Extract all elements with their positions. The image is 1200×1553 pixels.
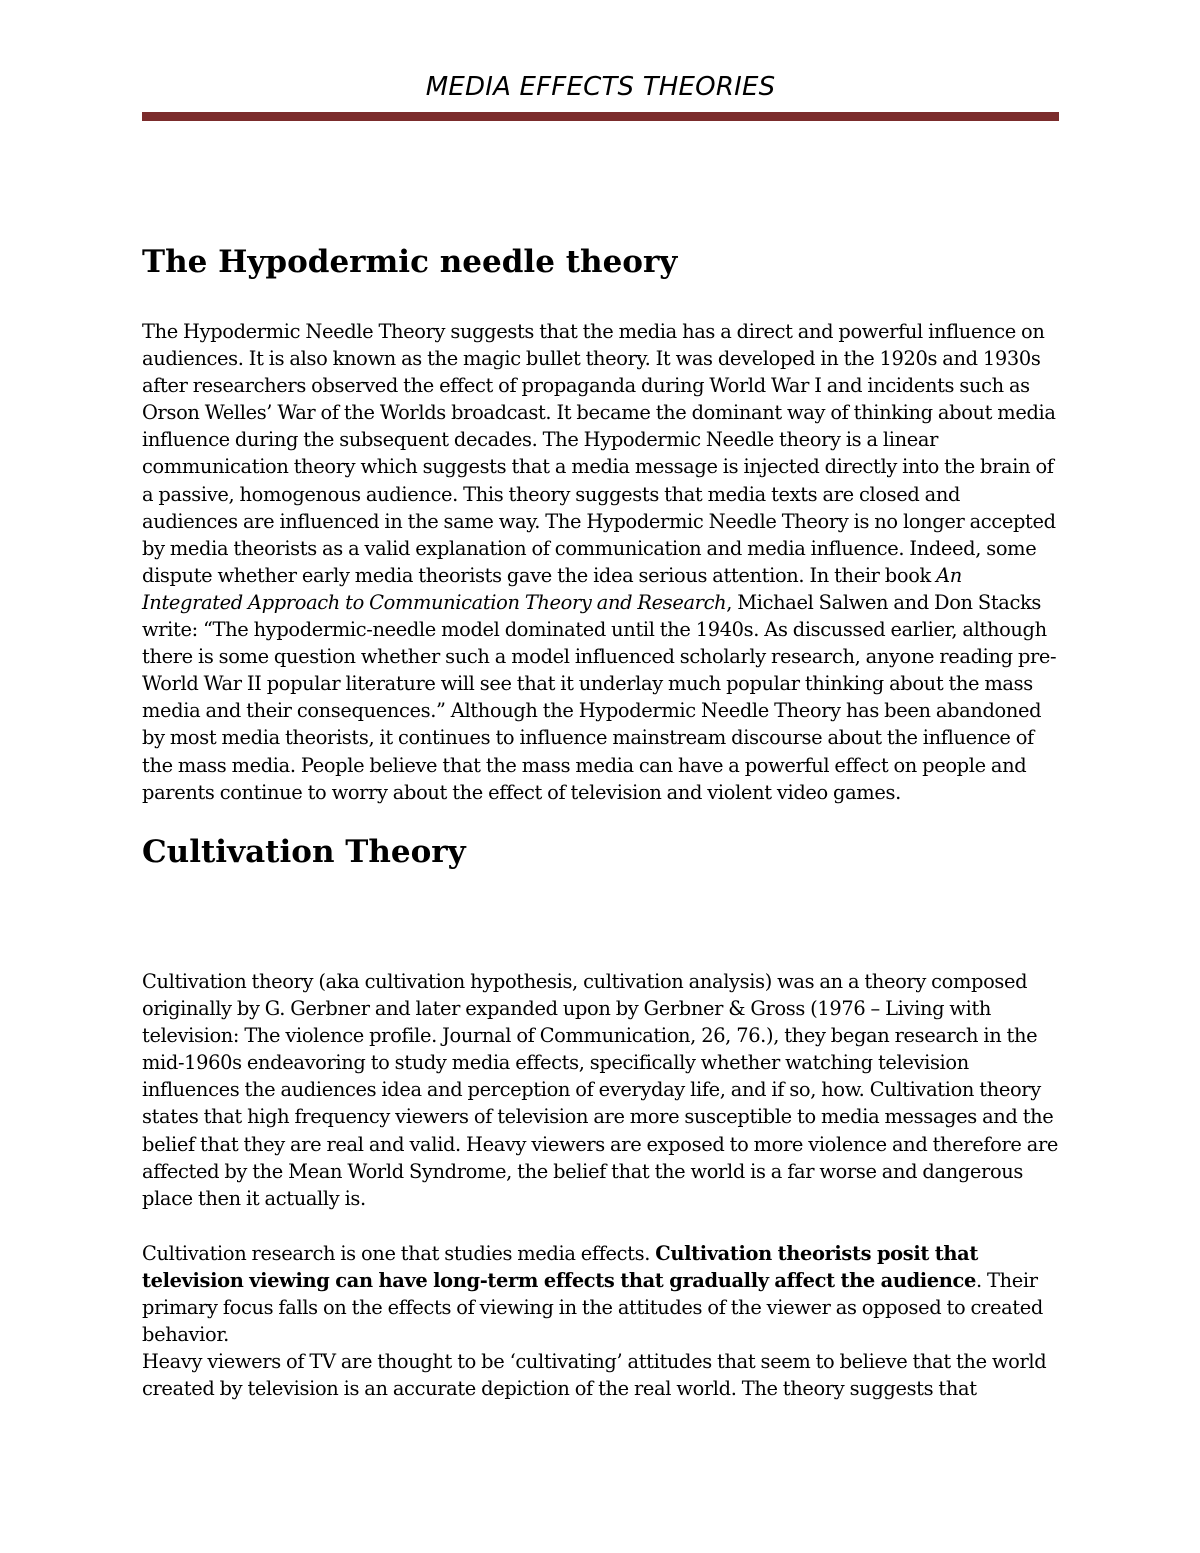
header-rule xyxy=(142,112,1059,121)
section-heading-hypodermic: The Hypodermic needle theory xyxy=(142,244,678,280)
paragraph-cultivation-research xyxy=(142,1240,1059,1348)
running-header: MEDIA EFFECTS THEORIES xyxy=(425,72,776,102)
paragraph-text: Cultivation research is one that studies media effects. xyxy=(142,1242,656,1265)
section-heading-cultivation: Cultivation Theory xyxy=(142,834,466,870)
paragraph-text: The Hypodermic Needle Theory suggests that the media has a direct and powerful influence on audiences. It is also known as the magic bullet theory. It was developed in the 1920s and 1930s after researchers observed the effect of propaganda during World War I and incidents such as Orson Welles’ War of the Worlds broadcast. It became the dominant way of thinking about media influence during the subsequent decades. The Hypodermic Needle theory is a linear communication theory which suggests that a media message is injected directly into the brain of a passive, homogenous audience. This theory suggests that media texts are closed and audiences are influenced in the same way. The Hypodermic Needle Theory is no longer accepted by media theorists as a valid explanation of communication and media influence. Indeed, some dispute whether early media theorists gave the idea serious attention. In their book xyxy=(142,320,1056,587)
emphasis-text: Cultivation theorists posit that television viewing can have long-term effects that gradually affect the audience xyxy=(142,1242,978,1293)
paragraph-heavy-viewers: Heavy viewers of TV are thought to be ‘cultivating’ attitudes that seem to believe that the world created by television is an accurate depiction of the real world. The theory suggests that xyxy=(142,1350,1047,1401)
paragraph-text: , Michael Salwen and Don Stacks write: “The hypodermic-needle model dominated until the 1940s. As discussed earlier, although there is some question whether such a model influenced scholarly research, anyone reading pre-World War II popular literature will see that it underlay much popular thinking about the mass media and their consequences.” Although the Hypodermic Needle Theory has been abandoned by most media theorists, it continues to influence mainstream discourse about the influence of the mass media. People believe that the mass media can have a powerful effect on people and parents continue to worry about the effect of television and violent video games. xyxy=(142,590,1057,804)
paragraph-cultivation-intro: Cultivation theory (aka cultivation hypothesis, cultivation analysis) was an a theory composed originally by G. Gerbner and later expanded upon by Gerbner & Gross (1976 – Living with television: The violence profile. Journal of Communication, 26, 76.), they began research in the mid-1960s endeavoring to study media effects, specifically whether watching television influences the audiences idea and perception of everyday life, and if so, how. Cultivation theory states that high frequency viewers of television are more susceptible to media messages and the belief that they are real and valid. Heavy viewers are exposed to more violence and therefore are affected by the Mean World Syndrome, the belief that the world is a far worse and dangerous place then it actually is. xyxy=(142,970,1059,1210)
book-title: An Integrated Approach to Communication Theory and Research xyxy=(142,563,962,614)
paragraph-hypodermic xyxy=(142,318,1059,806)
paragraph-text: . Their primary focus falls on the effects of viewing in the attitudes of the viewer as opposed to created behavior. xyxy=(142,1269,1043,1347)
